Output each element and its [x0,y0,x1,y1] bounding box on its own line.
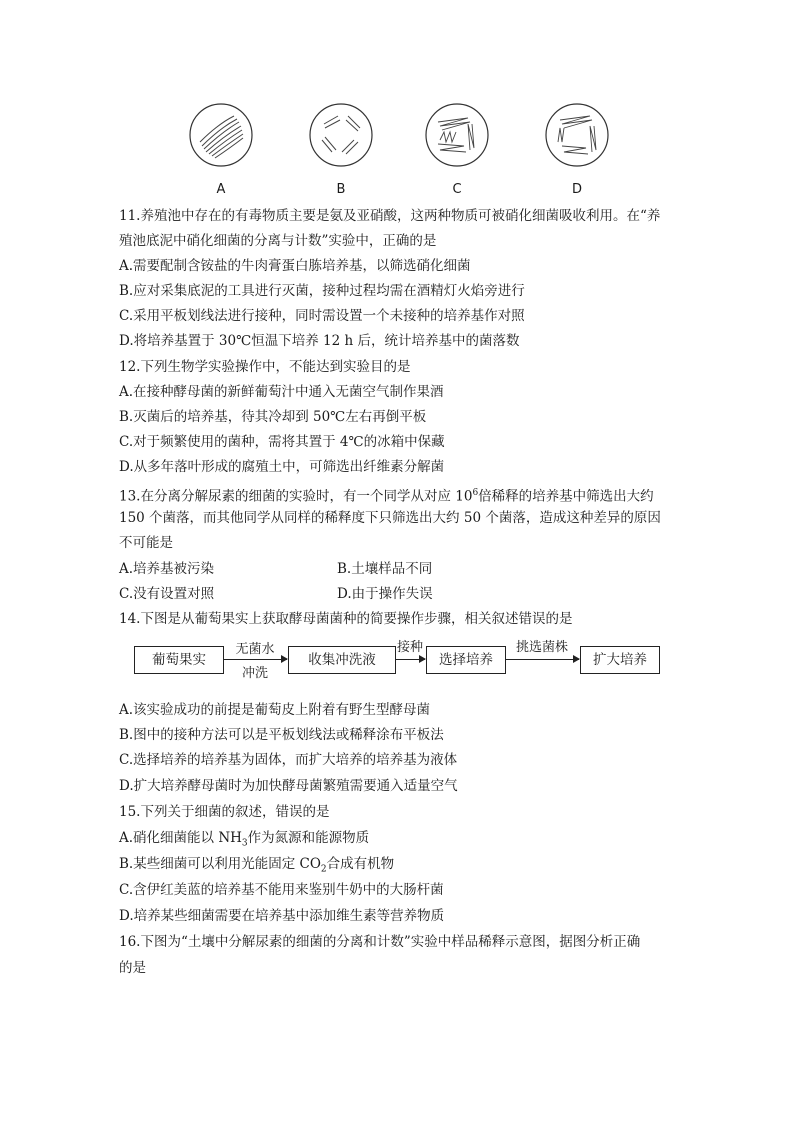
q13-option-c: C.没有设置对照 [119,586,215,602]
q12-option-b: B.灭菌后的培养基，待其冷却到 50℃左右再倒平板 [119,409,427,425]
q12-stem: 12.下列生物学实验操作中，不能达到实验目的是 [119,359,411,375]
flow-box-expand: 扩大培养 [580,646,660,674]
dish-label-c: C [452,182,462,197]
q15-option-c: C.含伊红美蓝的培养基不能用来鉴别牛奶中的大肠杆菌 [119,882,444,898]
q11-stem-line1: 11.养殖池中存在的有毒物质主要是氨及亚硝酸，这两种物质可被硝化细菌吸收利用。在“养 [119,208,661,224]
q16-stem-line1: 16.下图为“土壤中分解尿素的细菌的分离和计数”实验中样品稀释示意图，据图分析正确 [119,934,641,950]
q16-stem-line2: 的是 [119,960,146,976]
q13-option-d: D.由于操作失误 [337,586,433,602]
q14-flow-diagram [130,638,670,688]
q14-option-d: D.扩大培养酵母菌时为加快酵母菌繁殖需要通入适量空气 [119,778,458,794]
dish-label-d: D [571,182,582,197]
q11-stem-line2: 殖池底泥中硝化细菌的分离与计数”实验中，正确的是 [119,233,437,249]
dish-d [544,102,610,197]
flow-box-grape: 葡萄果实 [134,646,224,674]
dish-b-streak-image [308,102,374,168]
q14-stem: 14.下图是从葡萄果实上获取酵母菌菌种的简要操作步骤，相关叙述错误的是 [119,611,573,627]
dish-b [308,102,374,197]
dish-a-streak-image [188,102,254,168]
q11-option-b: B.应对采集底泥的工具进行灭菌，接种过程均需在酒精灯火焰旁进行 [119,283,525,299]
flow-arrow2-label: 接种 [396,640,423,655]
flow-arrow-1 [223,659,287,660]
q12-option-c: C.对于频繁使用的菌种，需将其置于 4℃的冰箱中保藏 [119,434,445,450]
q14-option-a: A.该实验成功的前提是葡萄皮上附着有野生型酵母菌 [119,702,431,718]
q13-stem-line1 [119,483,654,507]
q15-stem: 15.下列关于细菌的叙述，错误的是 [119,804,330,820]
flow-arrow1-bottom-label: 冲洗 [241,666,268,681]
q13-option-b: B.土壤样品不同 [337,561,433,577]
flow-arrow1-top-label: 无菌水 [235,642,275,657]
q14-option-b: B.图中的接种方法可以是平板划线法或稀释涂布平板法 [119,727,444,743]
q13-exponent: 6 [472,488,479,498]
dish-a [188,102,254,197]
q13-stem-part2: 倍稀释的培养基中筛选出大约 [478,488,654,505]
dish-label-a: A [216,182,226,197]
q15-a-part2: 作为氮源和能源物质 [247,830,370,846]
q12-option-a: A.在接种酵母菌的新鲜葡萄汁中通入无菌空气制作果酒 [119,384,444,400]
dish-d-streak-image [544,102,610,168]
flow-arrow-3 [506,659,579,660]
q13-stem-part1: 13.在分离分解尿素的细菌的实验时，有一个同学从对应 10 [119,488,473,505]
q11-option-c: C.采用平板划线法进行接种，同时需设置一个未接种的培养基作对照 [119,308,525,324]
q15-option-b [119,854,394,880]
q15-b-part2: 合成有机物 [326,856,395,872]
q11-option-d: D.将培养基置于 30℃恒温下培养 12 h 后，统计培养基中的菌落数 [119,333,520,349]
q15-b-part1: B.某些细菌可以利用光能固定 CO [119,856,321,872]
q11-option-a: A.需要配制含铵盐的牛肉膏蛋白胨培养基，以筛选硝化细菌 [119,258,471,274]
q15-option-a [119,828,369,854]
q15-a-subscript: 3 [241,838,248,849]
q15-option-d: D.培养某些细菌需要在培养基中添加维生素等营养物质 [119,908,445,924]
flow-box-collect: 收集冲洗液 [288,646,396,674]
flow-arrow-2 [395,659,425,660]
q15-b-subscript: 2 [320,864,327,875]
q12-option-d: D.从多年落叶形成的腐殖土中，可筛选出纤维素分解菌 [119,459,445,475]
q13-option-a: A.培养基被污染 [119,561,215,577]
dish-label-b: B [336,182,346,197]
petri-dish-figure [180,102,620,202]
q13-stem-line2: 150 个菌落，而其他同学从同样的稀释度下只筛选出大约 50 个菌落，造成这种差异的原因 [119,510,661,526]
flow-arrow3-label: 挑选菌株 [515,640,568,655]
q15-a-part1: A.硝化细菌能以 NH [119,830,242,846]
dish-c [424,102,490,197]
dish-c-streak-image [424,102,490,168]
q13-stem-line3: 不可能是 [119,535,173,551]
q14-option-c: C.选择培养的培养基为固体，而扩大培养的培养基为液体 [119,752,458,768]
flow-box-select: 选择培养 [426,646,506,674]
